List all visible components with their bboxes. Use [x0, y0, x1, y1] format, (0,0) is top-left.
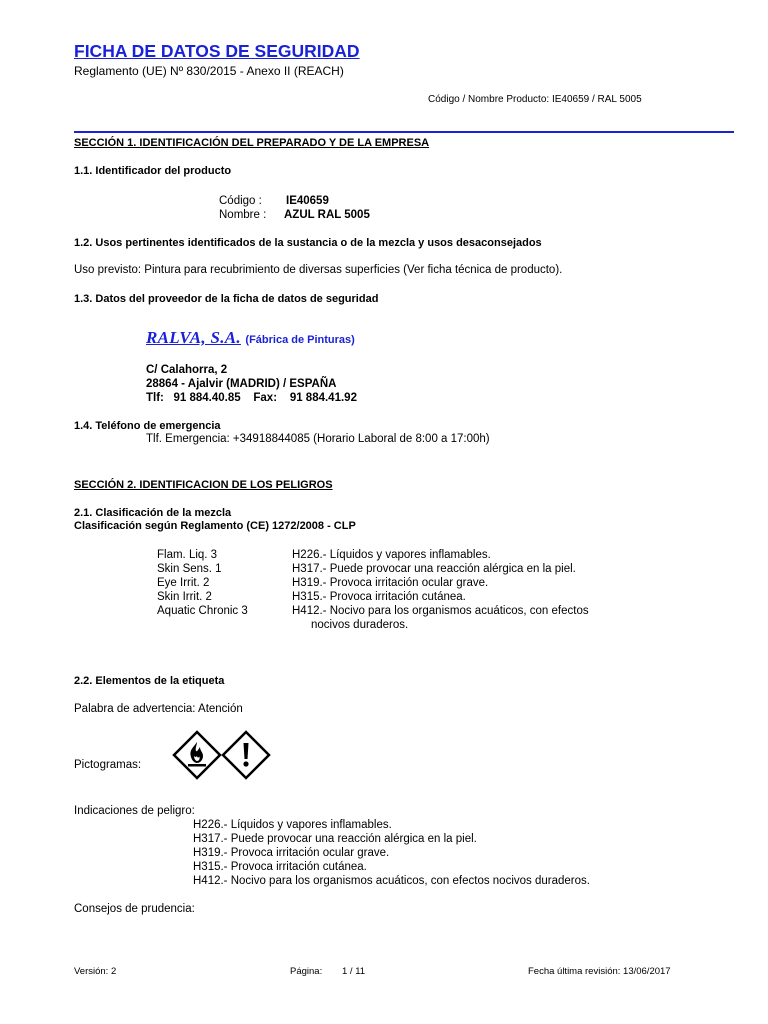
hazard-statements-label: Indicaciones de peligro:	[74, 805, 195, 817]
emergency-phone-text: Tlf. Emergencia: +34918844085 (Horario Laboral de 8:00 a 17:00h)	[146, 433, 490, 445]
hazard-statement: H317.- Puede provocar una reacción alérgica en la piel.	[193, 833, 477, 845]
classification-code: Skin Sens. 1	[157, 563, 222, 575]
classification-code: Flam. Liq. 3	[157, 549, 218, 561]
subsection-2-2-heading: 2.2. Elementos de la etiqueta	[74, 675, 225, 687]
intended-use-text: Uso previsto: Pintura para recubrimiento de diversas superficies (Ver ficha técnica de producto).	[74, 264, 563, 276]
address-line-2: 28864 - Ajalvir (MADRID) / ESPAÑA	[146, 378, 337, 390]
subsection-1-4-heading: 1.4. Teléfono de emergencia	[74, 420, 221, 432]
signal-word-text: Palabra de advertencia: Atención	[74, 703, 243, 715]
hazard-statement: H315.- Provoca irritación cutánea.	[193, 861, 367, 873]
name-value: AZUL RAL 5005	[284, 209, 370, 221]
code-value: IE40659	[286, 195, 329, 207]
company-logo-text: RALVA, S.A.	[146, 328, 241, 347]
footer-revision-date: Fecha última revisión: 13/06/2017	[528, 966, 671, 977]
name-label: Nombre :	[219, 209, 267, 221]
classification-statement: H226.- Líquidos y vapores inflamables.	[292, 549, 491, 561]
address-line-1: C/ Calahorra, 2	[146, 364, 228, 376]
classification-statement: H412.- Nocivo para los organismos acuáticos, con efectos	[292, 605, 589, 617]
footer-page-label: Página:	[290, 966, 323, 977]
classification-code: Eye Irrit. 2	[157, 577, 210, 589]
precautionary-statements-label: Consejos de prudencia:	[74, 903, 195, 915]
code-label: Código :	[219, 195, 262, 207]
regulation-subtitle: Reglamento (UE) Nº 830/2015 - Anexo II (REACH)	[74, 64, 344, 78]
footer-page-number: 1 / 11	[342, 966, 366, 977]
product-code-line: Código / Nombre Producto: IE40659 / RAL 5005	[428, 94, 642, 105]
company-logo-subtitle: (Fábrica de Pinturas)	[245, 334, 355, 346]
hazard-statement: H412.- Nocivo para los organismos acuáticos, con efectos nocivos duraderos.	[193, 875, 590, 887]
company-logo	[146, 328, 355, 348]
document-title: FICHA DE DATOS DE SEGURIDAD	[74, 41, 360, 61]
section-1-heading: SECCIÓN 1. IDENTIFICACIÓN DEL PREPARADO Y DE LA EMPRESA	[74, 137, 430, 149]
footer-version: Versión: 2	[74, 966, 117, 977]
classification-statement-continuation: nocivos duraderos.	[311, 619, 409, 631]
clp-classification-heading: Clasificación según Reglamento (CE) 1272/2008 - CLP	[74, 520, 356, 532]
hazard-statement: H319.- Provoca irritación ocular grave.	[193, 847, 390, 859]
classification-statement: H315.- Provoca irritación cutánea.	[292, 591, 466, 603]
classification-statement: H317.- Puede provocar una reacción alérgica en la piel.	[292, 563, 576, 575]
hazard-statement: H226.- Líquidos y vapores inflamables.	[193, 819, 392, 831]
classification-code: Skin Irrit. 2	[157, 591, 212, 603]
header-divider	[74, 131, 734, 133]
flame-pictogram-icon	[172, 730, 222, 780]
subsection-1-1-heading: 1.1. Identificador del producto	[74, 165, 232, 177]
classification-code: Aquatic Chronic 3	[157, 605, 248, 617]
subsection-1-2-heading: 1.2. Usos pertinentes identificados de la sustancia o de la mezcla y usos desaconsejados	[74, 237, 542, 249]
pictograms-label: Pictogramas:	[74, 759, 142, 771]
exclamation-pictogram-icon	[221, 730, 271, 780]
section-2-heading: SECCIÓN 2. IDENTIFICACION DE LOS PELIGROS	[74, 479, 333, 491]
classification-statement: H319.- Provoca irritación ocular grave.	[292, 577, 489, 589]
subsection-2-1-heading: 2.1. Clasificación de la mezcla	[74, 507, 232, 519]
subsection-1-3-heading: 1.3. Datos del proveedor de la ficha de datos de seguridad	[74, 293, 379, 305]
phone-fax-line: Tlf: 91 884.40.85 Fax: 91 884.41.92	[146, 392, 357, 404]
